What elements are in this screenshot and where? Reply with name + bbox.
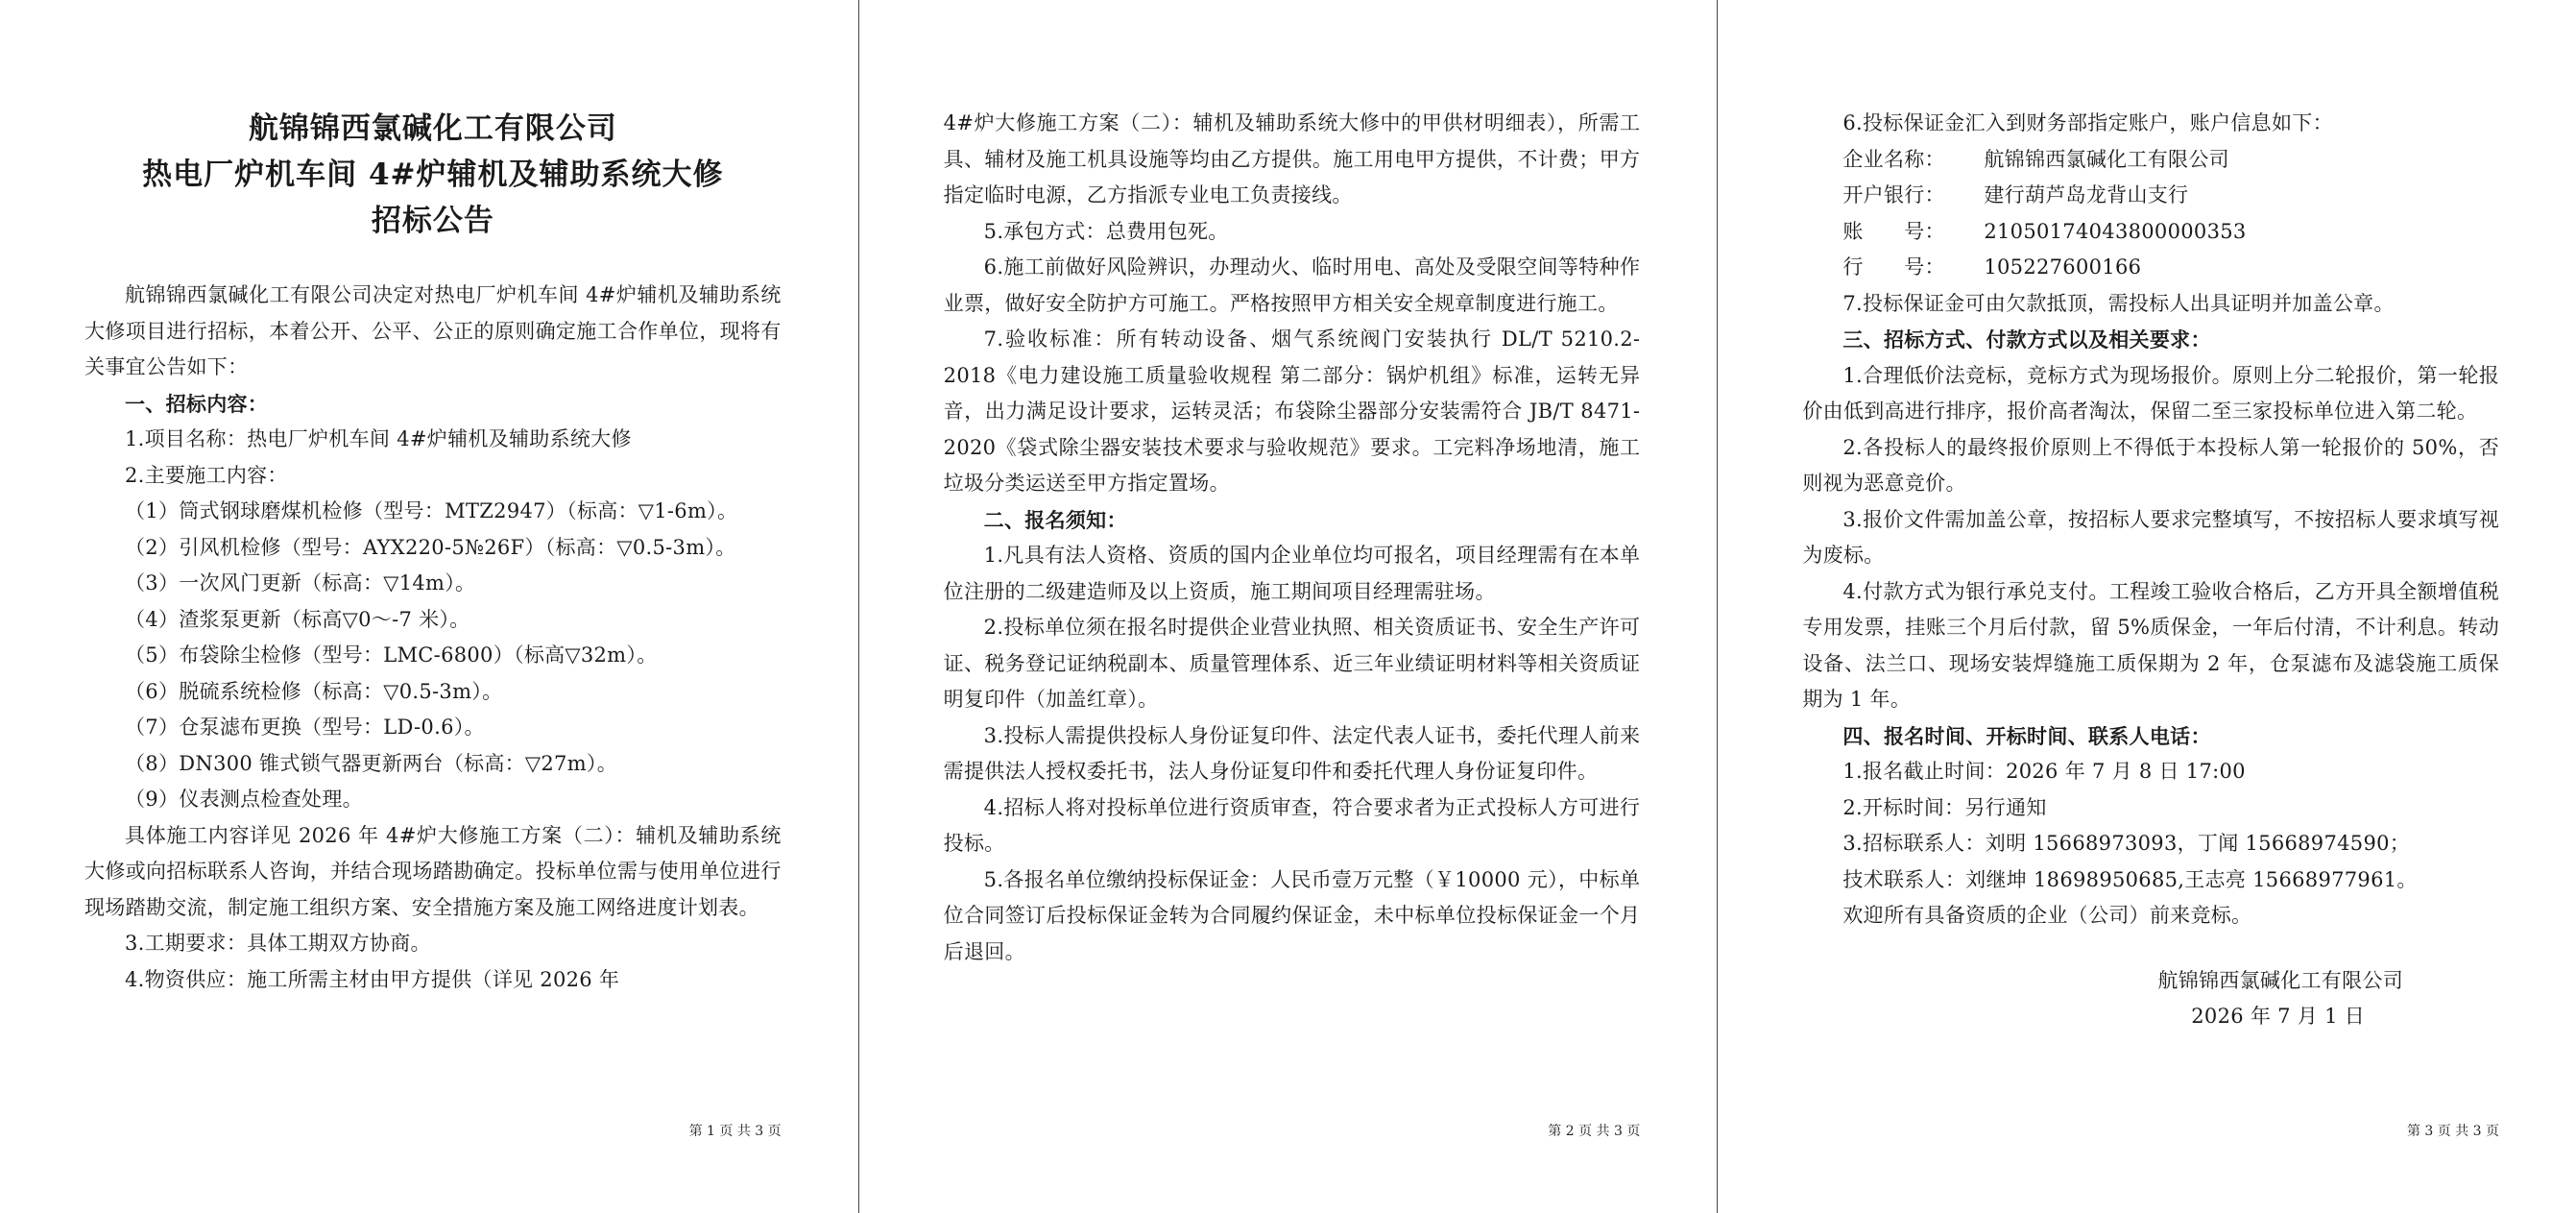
list-item: 2.主要施工内容： xyxy=(125,463,288,487)
list-item: 7.投标保证金可由欠款抵顶，需投标人出具证明并加盖公章。 xyxy=(1842,291,2395,315)
list-item: 3.工期要求：具体工期双方协商。 xyxy=(125,932,431,955)
list-item: （8）DN300 锥式锁气器更新两台（标高：▽27m）。 xyxy=(125,751,618,775)
title-notice: 招标公告 xyxy=(371,204,494,238)
list-item: （7）仓泵滤布更换（型号：LD-0.6）。 xyxy=(125,716,485,739)
list-item: 技术联系人：刘继坤 18698950685,王志亮 15668977961。 xyxy=(1842,867,2418,891)
page-1 xyxy=(0,0,858,1213)
list-item: 1.合理低价法竞标，竞标方式为现场报价。原则上分二轮报价，第一轮报价由低到高进行排序，报价高者淘汰，保留二至三家投标单位进入第二轮。 xyxy=(1802,363,2500,423)
title-project: 热电厂炉机车间 4#炉辅机及辅助系统大修 xyxy=(142,158,724,192)
list-item: 6.投标保证金汇入到财务部指定账户，账户信息如下： xyxy=(1842,111,2333,134)
list-item: 4.招标人将对投标单位进行资质审查，符合要求者为正式投标人方可进行投标。 xyxy=(943,795,1641,855)
signature-block xyxy=(1802,963,2499,1035)
signature-company: 航锦锦西氯碱化工有限公司 xyxy=(2157,968,2404,992)
list-item: 4.付款方式为银行承兑支付。工程竣工验收合格后，乙方开具全额增值税专用发票，挂账三个月后付款，留 5%质保金，一年后付清，不计利息。转动设备、法兰口、现场安装焊缝施工质保期为 2 年，仓泵滤布及滤袋施工质保期为 1 年。 xyxy=(1802,579,2500,711)
account-label: 开户银行： xyxy=(1842,183,1945,206)
list-item: 1.凡具有法人资格、资质的国内企业单位均可报名，项目经理需有在本单位注册的二级建造师及以上资质，施工期间项目经理需驻场。 xyxy=(943,544,1641,603)
page-number: 第 1 页 共 3 页 xyxy=(688,1124,782,1139)
list-item: （6）脱硫系统检修（标高：▽0.5-3m）。 xyxy=(125,679,503,703)
list-item: 2.各投标人的最终报价原则上不得低于本投标人第一轮报价的 50%，否则视为恶意竞价。 xyxy=(1802,435,2500,495)
page-2 xyxy=(859,0,1718,1213)
page-2-body xyxy=(944,106,1641,970)
list-item: 7.验收标准：所有转动设备、烟气系统阀门安装执行 DL/T 5210.2-2018《电力建设施工质量验收规程 第二部分：锅炉机组》标准，运转无异音，出力满足设计要求，运转灵活；布袋除尘器部分安装需符合 JB/T 8471-2020《袋式除尘器安装技术要求与验收规范》要求。工完料净场地清，施工垃圾分类运送至甲方指定置场。 xyxy=(943,328,1641,495)
list-item: 3.投标人需提供投标人身份证复印件、法定代表人证书，委托代理人前来需提供法人授权委托书，法人身份证复印件和委托代理人身份证复印件。 xyxy=(943,723,1641,783)
document-title xyxy=(84,106,782,244)
account-label: 企业名称： xyxy=(1842,147,1945,171)
closing-line: 欢迎所有具备资质的企业（公司）前来竞标。 xyxy=(1842,904,2252,927)
intro-paragraph: 航锦锦西氯碱化工有限公司决定对热电厂炉机车间 4#炉辅机及辅助系统大修项目进行招标，本着公开、公平、公正的原则确定施工合作单位，现将有关事宜公告如下： xyxy=(84,283,782,378)
list-item: 1.项目名称：热电厂炉机车间 4#炉辅机及辅助系统大修 xyxy=(125,427,632,450)
signature-date: 2026 年 7 月 1 日 xyxy=(2191,1005,2366,1028)
list-item: 1.报名截止时间：2026 年 7 月 8 日 17:00 xyxy=(1842,760,2246,783)
page-number: 第 2 页 共 3 页 xyxy=(1548,1124,1641,1139)
account-label: 账 号： xyxy=(1842,219,1945,243)
account-value: 建行葫芦岛龙背山支行 xyxy=(1984,183,2189,206)
account-value: 105227600166 xyxy=(1984,255,2142,279)
account-row xyxy=(1802,178,2499,214)
account-row xyxy=(1802,214,2499,251)
section-heading-3: 三、招标方式、付款方式以及相关要求： xyxy=(1842,328,2211,352)
account-row xyxy=(1802,250,2499,286)
list-item: 2.投标单位须在报名时提供企业营业执照、相关资质证书、安全生产许可证、税务登记证纳税副本、质量管理体系、近三年业绩证明材料等相关资质证明复印件（加盖红章）。 xyxy=(943,616,1641,711)
list-item: 2.开标时间：另行通知 xyxy=(1842,795,2047,819)
account-row xyxy=(1802,142,2499,179)
list-item: 6.施工前做好风险辨识，办理动火、临时用电、高处及受限空间等特种作业票，做好安全防护方可施工。严格按照甲方相关安全规章制度进行施工。 xyxy=(943,255,1641,315)
list-item: 3.招标联系人：刘明 15668973093，丁闻 15668974590； xyxy=(1842,832,2411,855)
account-value: 航锦锦西氯碱化工有限公司 xyxy=(1984,147,2229,171)
detail-paragraph: 具体施工内容详见 2026 年 4#炉大修施工方案（二）：辅机及辅助系统大修或向招标联系人咨询，并结合现场踏勘确定。投标单位需与使用单位进行现场踏勘交流，制定施工组织方案、安全措施方案及施工网络进度计划表。 xyxy=(84,823,782,919)
list-item: 5.各报名单位缴纳投标保证金：人民币壹万元整（￥10000 元），中标单位合同签订后投标保证金转为合同履约保证金，未中标单位投标保证金一个月后退回。 xyxy=(943,867,1641,963)
list-item: （3）一次风门更新（标高：▽14m）。 xyxy=(125,571,476,594)
section-heading-4: 四、报名时间、开标时间、联系人电话： xyxy=(1842,723,2211,748)
section-heading-1: 一、招标内容： xyxy=(125,391,269,416)
account-label: 行 号： xyxy=(1842,255,1945,279)
list-item: （5）布袋除尘检修（型号：LMC-6800）（标高▽32m）。 xyxy=(125,643,658,667)
list-item: 5.承包方式：总费用包死。 xyxy=(983,219,1229,243)
list-item: （9）仪表测点检查处理。 xyxy=(125,788,363,811)
list-item: （1）筒式钢球磨煤机检修（型号：MTZ2947）（标高：▽1-6m）。 xyxy=(125,499,738,522)
account-value: 21050174043800000353 xyxy=(1984,219,2247,243)
page-3 xyxy=(1718,0,2576,1213)
section-heading-2: 二、报名须知： xyxy=(983,507,1127,532)
continued-paragraph: 4#炉大修施工方案（二）：辅机及辅助系统大修中的甲供材明细表），所需工具、辅材及施工机具设施等均由乙方提供。施工用电甲方提供，不计费；甲方指定临时电源，乙方指派专业电工负责接线。 xyxy=(943,111,1641,206)
title-company: 航锦锦西氯碱化工有限公司 xyxy=(248,111,617,146)
page-number: 第 3 页 共 3 页 xyxy=(2406,1124,2500,1139)
page-1-body xyxy=(84,278,782,998)
list-item: 4.物资供应：施工所需主材由甲方提供（详见 2026 年 xyxy=(125,967,620,991)
page-3-body xyxy=(1802,106,2499,1035)
list-item: （2）引风机检修（型号：AYX220-5№26F）（标高：▽0.5-3m）。 xyxy=(125,535,736,559)
list-item: 3.报价文件需加盖公章，按招标人要求完整填写，不按招标人要求填写视为废标。 xyxy=(1802,507,2500,567)
list-item: （4）渣浆泵更新（标高▽0～-7 米）。 xyxy=(125,607,470,631)
